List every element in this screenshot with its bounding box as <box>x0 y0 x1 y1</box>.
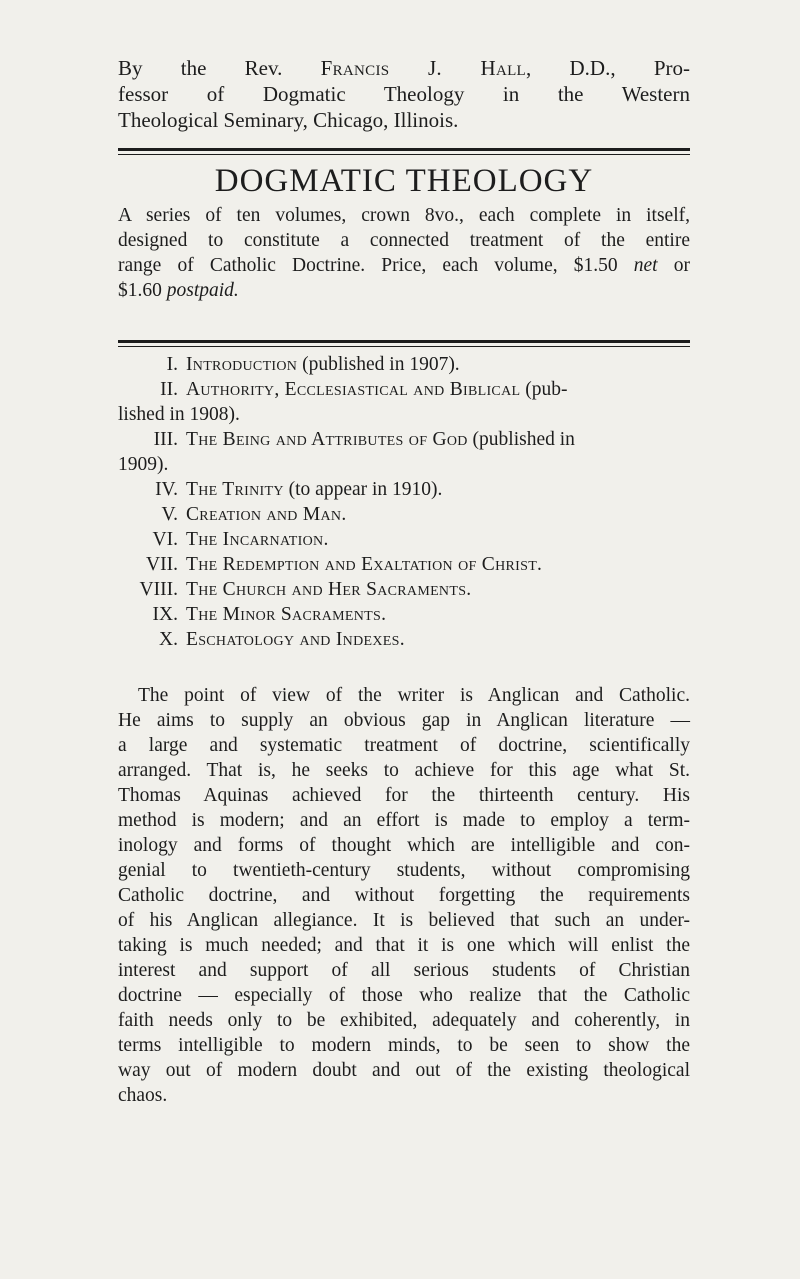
volume-note-continuation: 1909). <box>118 454 169 475</box>
volume-note-continuation: lished in 1908). <box>118 404 240 425</box>
volume-title: The Trinity <box>186 479 284 500</box>
body-line: The point of view of the writer is Anglican and Catholic. <box>138 685 690 706</box>
body-line: taking is much needed; and that it is one which will enlist the <box>118 935 690 956</box>
volume-title: Creation and Man. <box>186 504 347 525</box>
volume-title: Eschatology and Indexes. <box>186 629 405 650</box>
volume-number: X. <box>159 629 178 650</box>
postpaid-price: $1.60 <box>118 280 162 301</box>
postpaid-label: postpaid. <box>166 280 239 301</box>
body-line: Thomas Aquinas achieved for the thirteenth century. His <box>118 785 690 806</box>
volume-item <box>118 377 690 402</box>
body-line: of his Anglican allegiance. It is believed that such an under- <box>118 910 690 931</box>
author-name: Francis J. Hall <box>320 56 527 80</box>
volume-title: Introduction <box>186 354 298 375</box>
volume-list <box>118 352 690 652</box>
volume-title: The Minor Sacraments. <box>186 604 387 625</box>
volume-item <box>118 352 690 377</box>
body-line: arranged. That is, he seeks to achieve for this age what St. <box>118 760 690 781</box>
volume-note: (published in <box>467 429 575 450</box>
volume-number: II. <box>160 379 178 400</box>
body-line: chaos. <box>118 1085 168 1106</box>
body-line: a large and systematic treatment of doctrine, scientifically <box>118 735 690 756</box>
description-line-3: range of Catholic Doctrine. Price, each volume, $1.50 <box>118 255 618 276</box>
volume-number: VIII. <box>139 579 178 600</box>
series-title: DOGMATIC THEOLOGY <box>214 163 594 199</box>
volume-number: III. <box>153 429 178 450</box>
body-line: He aims to supply an obvious gap in Anglican literature — <box>118 710 690 731</box>
body-line: inology and forms of thought which are intelligible and con- <box>118 835 690 856</box>
top-double-rule <box>118 148 690 151</box>
body-line: interest and support of all serious students of Christian <box>118 960 690 981</box>
author-line-3: Theological Seminary, Chicago, Illinois. <box>118 108 459 132</box>
volume-number: V. <box>161 504 178 525</box>
body-line: faith needs only to be exhibited, adequately and coherently, in <box>118 1010 690 1031</box>
series-description <box>118 203 690 303</box>
volume-item <box>118 502 690 527</box>
volume-number: I. <box>166 354 178 375</box>
volume-title: Authority, Ecclesiastical and Biblical <box>186 379 521 400</box>
volume-item <box>118 477 690 502</box>
volume-title: The Church and Her Sacraments. <box>186 579 472 600</box>
author-prefix: By the Rev. <box>118 56 283 80</box>
volume-note: (to appear in 1910). <box>283 479 443 500</box>
author-line-2: fessor of Dogmatic Theology in the Western <box>118 82 690 106</box>
body-line: Catholic doctrine, and without forgetting the requirements <box>118 885 690 906</box>
volume-title: The Incarnation. <box>186 529 329 550</box>
volume-item <box>118 527 690 552</box>
middle-double-rule <box>118 340 690 343</box>
body-paragraph <box>118 683 690 1108</box>
net-label: net <box>633 255 658 276</box>
body-line: terms intelligible to modern minds, to be seen to show the <box>118 1035 690 1056</box>
author-credit <box>118 55 690 133</box>
volume-number: VI. <box>152 529 178 550</box>
description-line-2: designed to constitute a connected treatment of the entire <box>118 230 690 251</box>
or-label: or <box>673 255 691 276</box>
body-line: doctrine — especially of those who realize that the Catholic <box>118 985 690 1006</box>
volume-number: IX. <box>152 604 178 625</box>
volume-item <box>118 577 690 602</box>
volume-item <box>118 552 690 577</box>
body-line: method is modern; and an effort is made to employ a term- <box>118 810 690 831</box>
volume-item <box>118 602 690 627</box>
volume-note: (published in 1907). <box>297 354 460 375</box>
volume-number: VII. <box>146 554 178 575</box>
description-line-1: A series of ten volumes, crown 8vo., each complete in itself, <box>118 205 690 226</box>
author-suffix: , D.D., Pro- <box>526 56 691 80</box>
body-line: genial to twentieth-century students, without compromising <box>118 860 690 881</box>
volume-note: (pub- <box>520 379 568 400</box>
volume-item <box>118 427 690 452</box>
volume-title: The Redemption and Exaltation of Christ. <box>186 554 543 575</box>
body-line: way out of modern doubt and out of the existing theological <box>118 1060 690 1081</box>
volume-title: The Being and Attributes of God <box>186 429 468 450</box>
volume-number: IV. <box>155 479 178 500</box>
volume-item <box>118 627 690 652</box>
